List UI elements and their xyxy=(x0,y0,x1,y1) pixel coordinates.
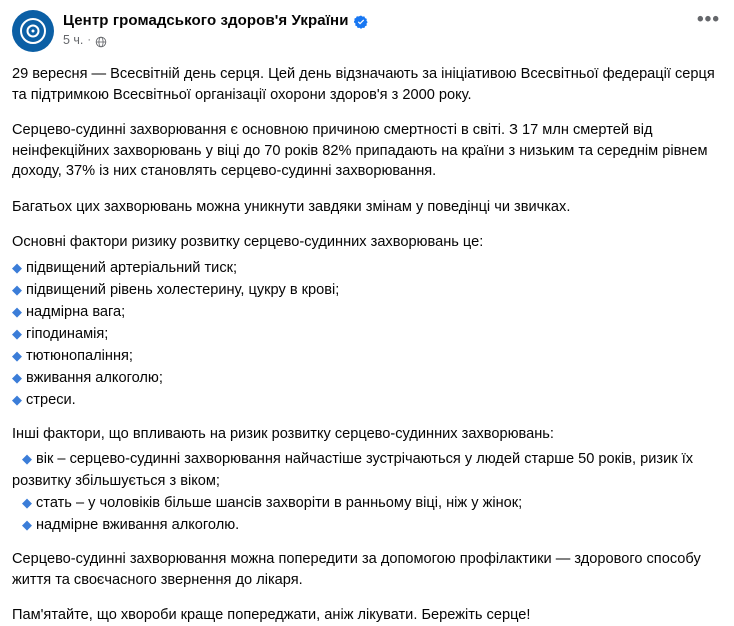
list-item xyxy=(12,345,722,367)
list-item-label: надмірне вживання алкоголю. xyxy=(36,517,240,533)
diamond-bullet-icon: ◆ xyxy=(12,347,22,363)
post-body xyxy=(0,56,734,626)
post-meta xyxy=(63,33,368,48)
other-factors-list xyxy=(12,448,722,536)
diamond-bullet-icon: ◆ xyxy=(22,495,32,510)
closing-paragraph-1: Серцево-судинні захворювання можна попередити за допомогою профілактики — здорового способу життя та своєчасного звернення до лікаря. xyxy=(12,551,701,588)
post-paragraph-2: Серцево-судинні захворювання є основною причиною смертності в світі. З 17 млн смертей від неінфекційних захворювань у віці до 70 років 82% припадають на країни з низьким та середнім рівнем доходу, 37% із них становлять серцево-судинні захворювання. xyxy=(12,122,708,179)
diamond-bullet-icon: ◆ xyxy=(22,451,32,466)
diamond-bullet-icon: ◆ xyxy=(12,281,22,297)
diamond-bullet-icon: ◆ xyxy=(12,303,22,319)
list-item xyxy=(12,323,722,345)
post-timestamp[interactable]: 5 ч. xyxy=(63,33,84,47)
list-item-label: тютюнопаління; xyxy=(26,347,133,364)
list-item xyxy=(12,367,722,389)
list-item xyxy=(12,279,722,301)
list-item-label: стать – у чоловіків більше шансів захворіти в ранньому віці, ніж у жінок; xyxy=(36,495,523,511)
risk-factors-heading: Основні фактори ризику розвитку серцево-судинних захворювань це: xyxy=(12,234,484,250)
page-name-row xyxy=(63,11,368,30)
avatar-center-dot xyxy=(32,30,35,33)
list-item-label: підвищений рівень холестерину, цукру в крові; xyxy=(26,281,340,298)
post-paragraph-1: 29 вересня — Всесвітній день серця. Цей день відзначають за ініціативою Всесвітньої федерації серця та підтримкою Всесвітньої організації охорони здоров'я з 2000 року. xyxy=(12,66,715,103)
list-item-label: гіподинамія; xyxy=(26,325,109,342)
other-factors-heading: Інші фактори, що впливають на ризик розвитку серцево-судинних захворювань: xyxy=(12,425,554,442)
post-header-text xyxy=(63,10,368,48)
diamond-bullet-icon: ◆ xyxy=(12,259,22,275)
list-item-label: вік – серцево-судинні захворювання найчастіше зустрічаються у людей старше 50 років, ризик їх розвитку збільшується з віком; xyxy=(12,451,694,489)
list-item xyxy=(12,448,722,492)
page-name[interactable]: Центр громадського здоров'я України xyxy=(63,12,349,29)
diamond-bullet-icon: ◆ xyxy=(12,325,22,341)
list-item-label: надмірна вага; xyxy=(26,303,126,320)
list-item-label: підвищений артеріальний тиск; xyxy=(26,259,238,276)
list-item-label: вживання алкоголю; xyxy=(26,369,163,386)
risk-factors-list xyxy=(12,257,722,411)
post-paragraph-3: Багатьох цих захворювань можна уникнути завдяки змінам у поведінці чи звичках. xyxy=(12,198,571,215)
globe-icon xyxy=(95,36,107,48)
post-header xyxy=(0,0,734,56)
post-more-options-button[interactable]: ••• xyxy=(697,9,720,30)
closing-paragraph-2: Пам'ятайте, що хвороби краще попереджати, аніж лікувати. Бережіть серце! xyxy=(12,607,531,623)
list-item xyxy=(12,301,722,323)
list-item xyxy=(12,492,722,514)
verified-badge-icon xyxy=(354,15,368,29)
diamond-bullet-icon: ◆ xyxy=(12,391,22,407)
list-item-label: стреси. xyxy=(26,391,76,408)
meta-separator: · xyxy=(87,34,92,46)
diamond-bullet-icon: ◆ xyxy=(12,369,22,385)
list-item xyxy=(12,514,722,536)
list-item xyxy=(12,257,722,279)
diamond-bullet-icon: ◆ xyxy=(22,517,32,532)
list-item xyxy=(12,389,722,411)
avatar[interactable] xyxy=(12,10,54,52)
